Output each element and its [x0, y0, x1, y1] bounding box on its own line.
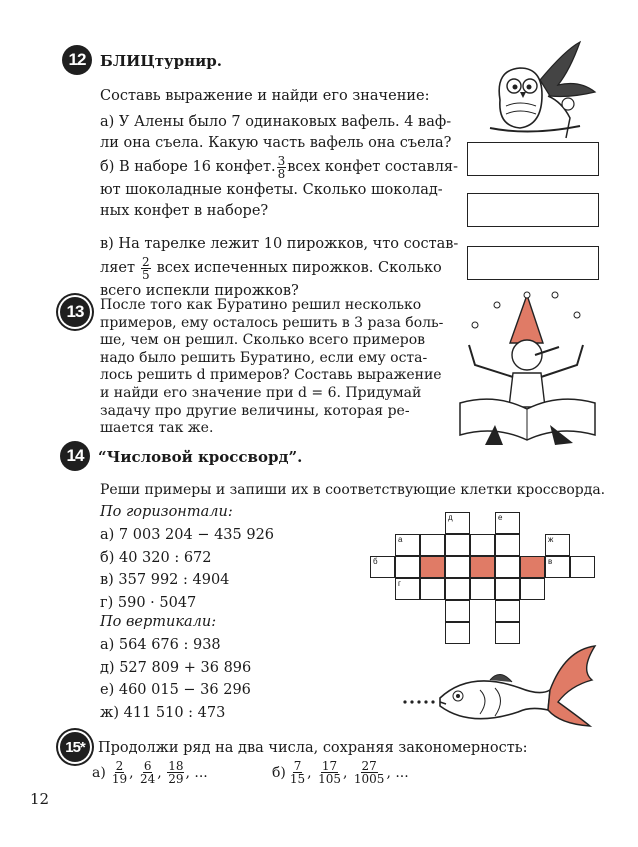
task-12-b-line3: ных конфет в наборе?: [100, 203, 269, 219]
series-b-label: б): [272, 764, 286, 781]
task-12-a-line2: ли она съела. Какую часть вафель она съела?: [100, 135, 452, 151]
owl-bird-illustration: [470, 40, 610, 140]
crossword-cell[interactable]: [495, 578, 520, 600]
task-14-title: “Числовой кроссворд”.: [98, 448, 303, 466]
buratino-illustration: [455, 285, 605, 450]
page-number: 12: [30, 790, 50, 808]
crossword-cell[interactable]: [470, 578, 495, 600]
series-a-label: а): [92, 764, 106, 781]
task-13-line: шается так же.: [100, 420, 214, 437]
vertical-item: а) 564 676 : 938: [100, 637, 221, 653]
horizontal-item: а) 7 003 204 − 435 926: [100, 527, 275, 543]
series-fraction: $\frac{17}{105}$: [318, 759, 341, 786]
vertical-list: [100, 635, 251, 725]
series-ellipsis: , ...: [185, 764, 208, 781]
task-12-b-post: всех конфет составля-: [287, 158, 458, 175]
fraction-denominator: 8: [277, 166, 286, 181]
task-13-line: задачу про другие величины, которая ре-: [100, 402, 410, 419]
task-12-intro: Составь выражение и найди его значение:: [100, 88, 430, 104]
crossword-cell[interactable]: [395, 534, 420, 556]
task-12-badge: 12: [62, 45, 92, 75]
task-12-title: БЛИЦтурнир.: [100, 52, 222, 70]
task-15-a: а) $\frac{2}{19}$ , $\frac{6}{24}$ , $\frac{18}{29}$ , ...: [92, 759, 208, 786]
vertical-item: ж) 411 510 : 473: [100, 704, 226, 721]
cell-label: в: [548, 557, 553, 566]
task-13-text: [100, 297, 460, 438]
crossword-cell[interactable]: [495, 534, 520, 556]
crossword-cell[interactable]: [495, 600, 520, 622]
cell-label: е: [498, 513, 503, 522]
task-13-line: После того как Буратино решил несколько: [100, 297, 422, 313]
crossword-cell[interactable]: [570, 556, 595, 578]
horizontal-list: [100, 525, 274, 615]
vertical-item: е) 460 015 − 36 296: [100, 682, 251, 698]
fraction-numerator: 3: [277, 153, 286, 168]
fraction-3-8: [277, 155, 287, 180]
fraction-numerator: 2: [141, 254, 150, 269]
task-14-intro: Реши примеры и запиши их в соответствующие клетки кроссворда.: [100, 482, 606, 498]
crossword-cell-shaded[interactable]: [420, 556, 445, 578]
fraction-denominator: 5: [141, 267, 150, 282]
horizontal-item: г) 590 · 5047: [100, 594, 197, 611]
crossword-cell[interactable]: [445, 556, 470, 578]
series-fraction: $\frac{7}{15}$: [289, 759, 306, 786]
crossword-cell[interactable]: [545, 556, 570, 578]
cell-label: ж: [548, 535, 554, 544]
crossword-cell[interactable]: [395, 578, 420, 600]
series-fraction: $\frac{6}{24}$: [140, 759, 156, 786]
task-15-text: Продолжи ряд на два числа, сохраняя закономерность:: [98, 740, 528, 756]
fraction-2-5: [141, 256, 151, 281]
crossword-cell-shaded[interactable]: [470, 556, 495, 578]
task-15-b: б) $\frac{7}{15}$ , $\frac{17}{105}$ , $\frac{27}{1005}$ , ...: [272, 759, 409, 786]
crossword-cell[interactable]: [495, 556, 520, 578]
task-13-line: примеров, ему осталось решить в 3 раза боль-: [100, 314, 444, 331]
task-12-c-line1: в) На тарелке лежит 10 пирожков, что состав-: [100, 236, 459, 252]
task-12-b-pre: б) В наборе 16 конфет.: [100, 158, 276, 175]
crossword-cell[interactable]: [445, 578, 470, 600]
answer-box-a[interactable]: [467, 142, 599, 176]
crossword-cell[interactable]: [445, 512, 470, 534]
crossword-cell[interactable]: [370, 556, 395, 578]
crossword-cell[interactable]: [445, 600, 470, 622]
cell-label: д: [448, 513, 453, 522]
horizontal-item: в) 357 992 : 4904: [100, 572, 230, 588]
task-13-line: ше, чем он решил. Сколько всего примеров: [100, 332, 426, 349]
task-13-line: лось решить d примеров? Составь выражение: [100, 367, 442, 384]
answer-box-c[interactable]: [467, 246, 599, 280]
task-12-a: [100, 112, 460, 154]
crossword-cell[interactable]: [395, 556, 420, 578]
cell-label: а: [398, 535, 403, 544]
horizontal-heading: По горизонтали:: [100, 504, 233, 520]
crossword-cell[interactable]: [420, 534, 445, 556]
crossword-cell[interactable]: [445, 534, 470, 556]
answer-box-b[interactable]: [467, 193, 599, 227]
crossword-cell[interactable]: [520, 578, 545, 600]
task-12-c-line3: всего испекли пирожков?: [100, 283, 299, 299]
task-13-badge: 13: [60, 297, 90, 327]
task-12-c-post: всех испеченных пирожков. Сколько: [156, 259, 442, 276]
crossword-cell[interactable]: [495, 512, 520, 534]
horizontal-item: б) 40 320 : 672: [100, 549, 212, 566]
crossword-cell[interactable]: [470, 534, 495, 556]
crossword-cell[interactable]: [545, 534, 570, 556]
series-ellipsis: , ...: [386, 764, 409, 781]
series-fraction: $\frac{27}{1005}$: [353, 759, 385, 786]
crossword-cell-shaded[interactable]: [520, 556, 545, 578]
series-fraction: $\frac{18}{29}$: [168, 759, 184, 786]
cell-label: г: [398, 579, 401, 588]
fish-illustration: [400, 640, 600, 730]
vertical-heading: По вертикали:: [100, 614, 217, 630]
task-13-line: надо было решить Буратино, если ему оста-: [100, 349, 428, 366]
crossword-cell[interactable]: [420, 578, 445, 600]
task-12-a-line1: а) У Алены было 7 одинаковых вафель. 4 ваф-: [100, 114, 452, 130]
series-fraction: $\frac{2}{19}$: [111, 759, 128, 786]
vertical-item: д) 527 809 + 36 896: [100, 659, 252, 676]
task-12-b-line2: ют шоколадные конфеты. Сколько шоколад-: [100, 182, 443, 198]
task-13-line: и найди его значение при d = 6. Придумай: [100, 384, 422, 401]
task-15-badge: 15*: [60, 732, 90, 762]
task-12-c-pre: ляет: [100, 259, 135, 276]
cell-label: б: [373, 557, 378, 566]
task-14-badge: 14: [60, 441, 90, 471]
task-12-c: [100, 234, 460, 302]
task-12-b: [100, 154, 460, 222]
